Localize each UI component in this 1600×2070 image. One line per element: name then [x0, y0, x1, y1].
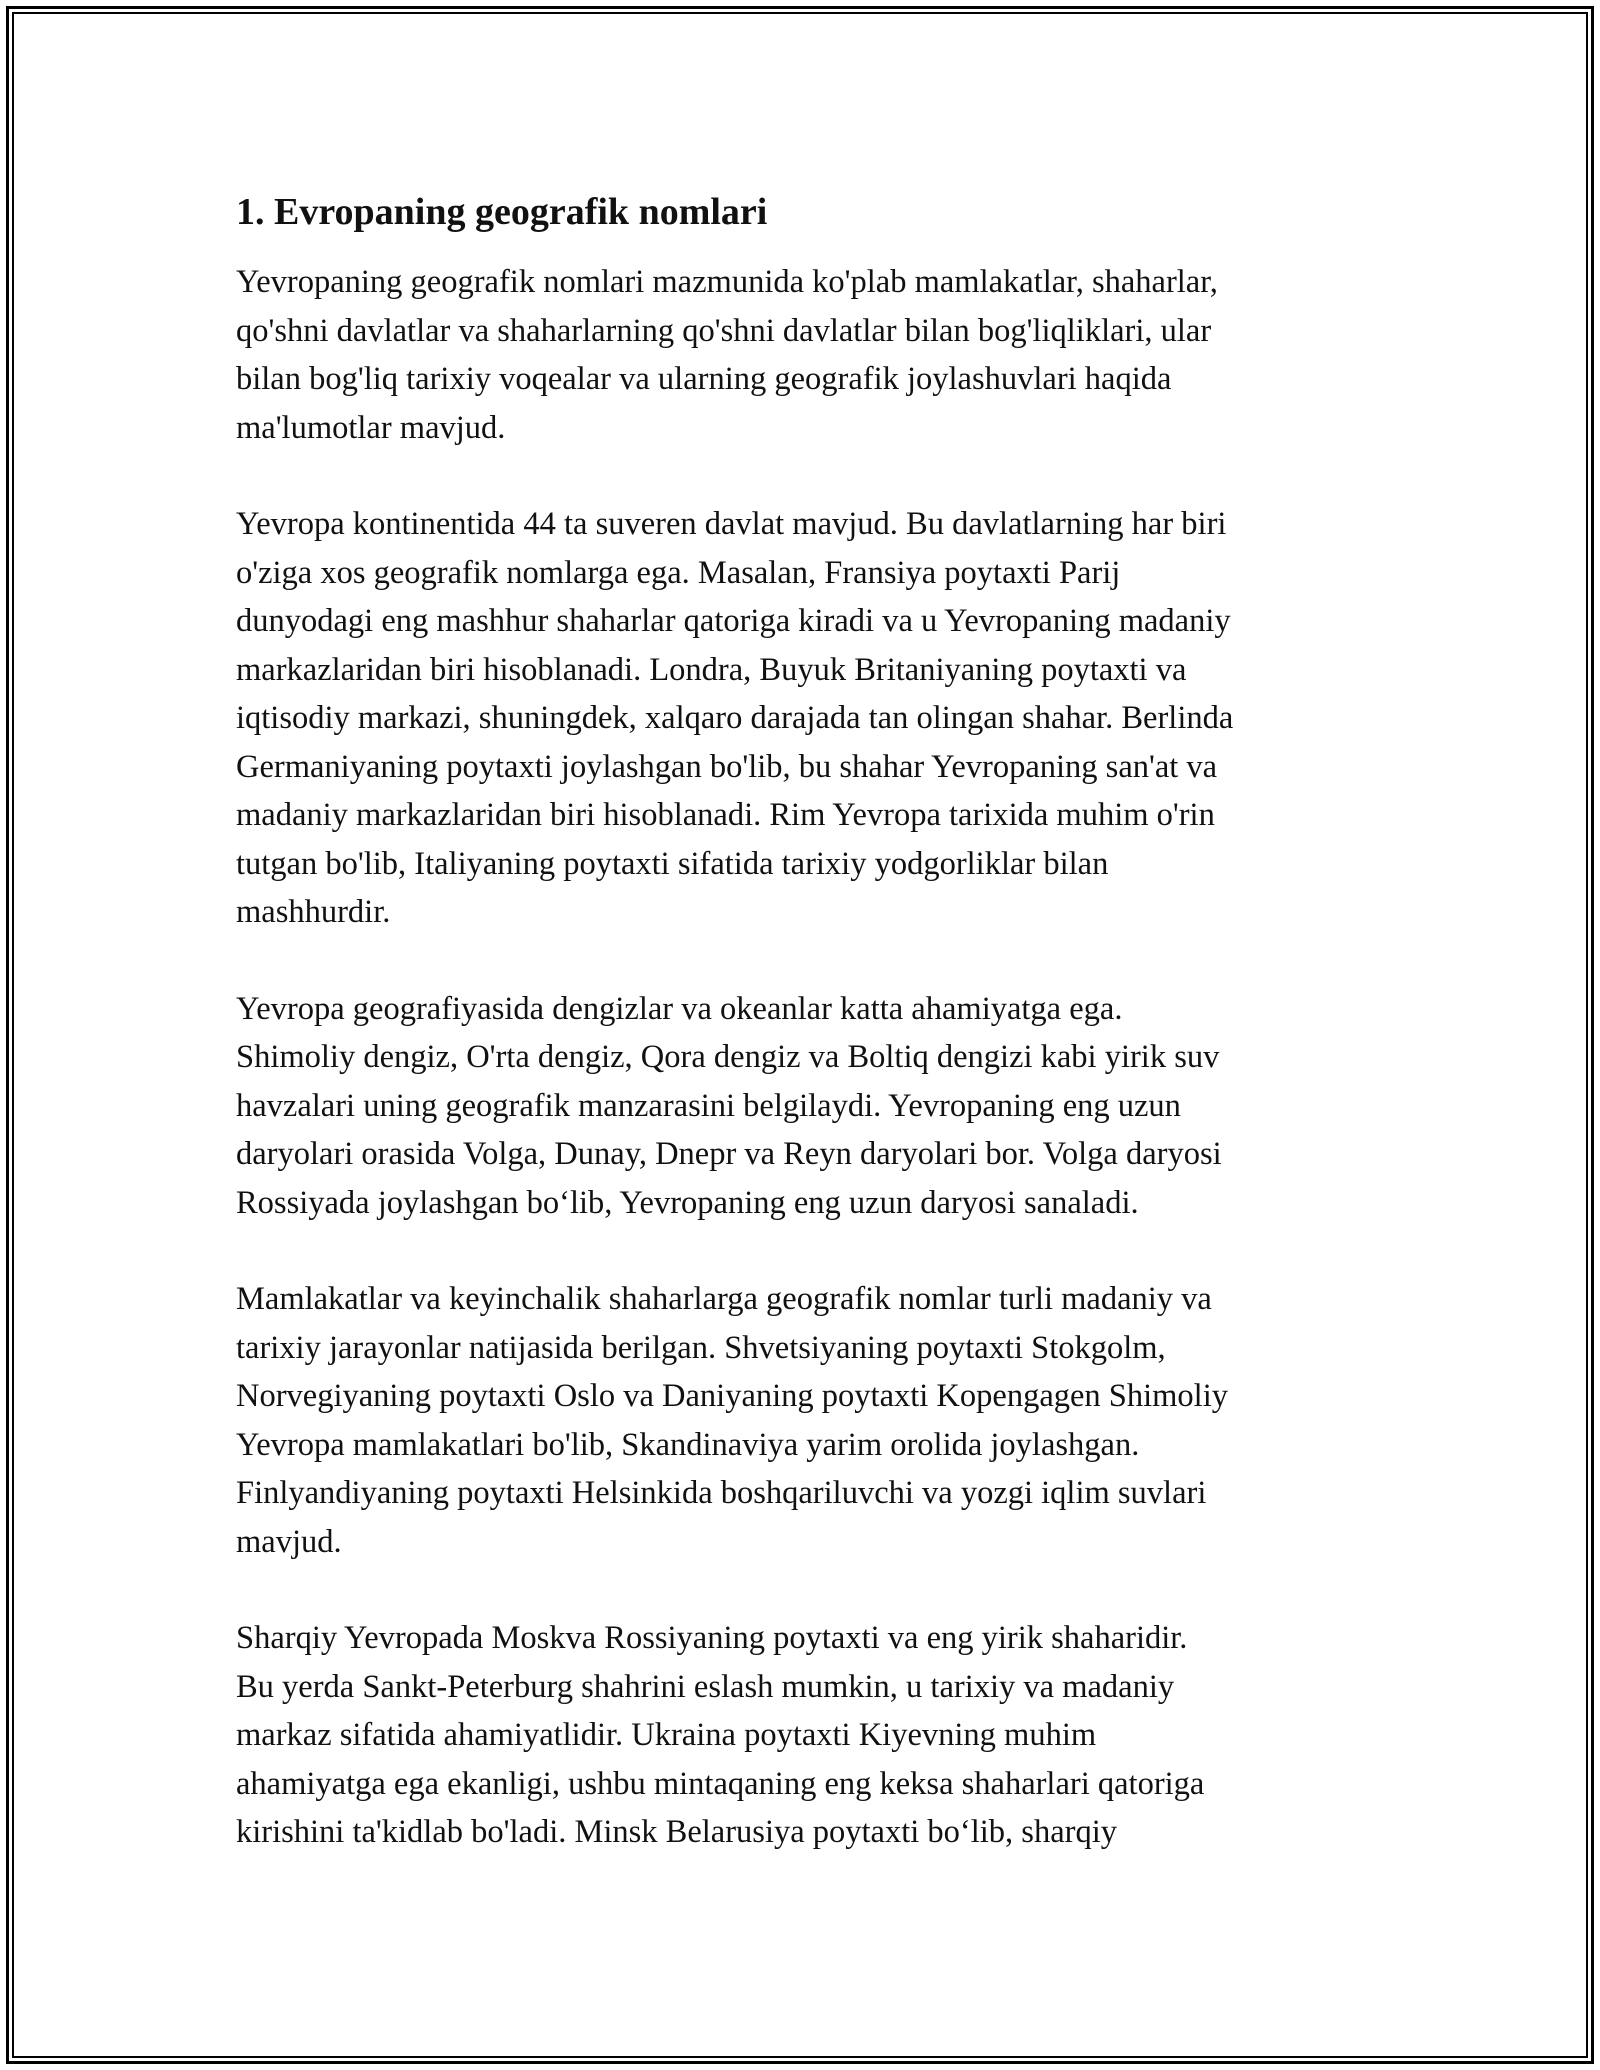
paragraph-line: Yevropa geografiyasida dengizlar va okeanlar katta ahamiyatga ega.: [236, 990, 1123, 1027]
paragraph-line: ahamiyatga ega ekanligi, ushbu mintaqaning eng keksa shaharlari qatoriga: [236, 1765, 1205, 1802]
document-body: [236, 188, 1386, 1905]
paragraph-line: Germaniyaning poytaxti joylashgan bo'lib, bu shahar Yevropaning san'at va: [236, 748, 1218, 785]
paragraph-line: tutgan bo'lib, Italiyaning poytaxti sifatida tarixiy yodgorliklar bilan: [236, 845, 1109, 882]
paragraph-line: bilan bog'liq tarixiy voqealar va ularning geografik joylashuvlari haqida: [236, 361, 1172, 397]
paragraph-2: [236, 500, 1386, 937]
paragraph-line: Norvegiyaning poytaxti Oslo va Daniyaning poytaxti Kopengagen Shimoliy: [236, 1378, 1228, 1414]
paragraph-line: Yevropa mamlakatlari bo'lib, Skandinaviya yarim orolida joylashgan.: [236, 1426, 1140, 1463]
paragraph-line: Rossiyada joylashgan bo‘lib, Yevropaning eng uzun daryosi sanaladi.: [236, 1184, 1139, 1221]
paragraph-line: tarixiy jarayonlar natijasida berilgan. Shvetsiyaning poytaxti Stokgolm,: [236, 1329, 1166, 1366]
paragraph-line: mavjud.: [236, 1523, 342, 1560]
paragraph-line: Sharqiy Yevropada Moskva Rossiyaning poytaxti va eng yirik shaharidir.: [236, 1620, 1188, 1656]
paragraph-line: kirishini ta'kidlab bo'ladi. Minsk Belarusiya poytaxti bo‘lib, sharqiy: [236, 1814, 1117, 1850]
paragraph-line: iqtisodiy markazi, shuningdek, xalqaro darajada tan olingan shahar. Berlinda: [236, 700, 1234, 736]
paragraph-line: dunyodagi eng mashhur shaharlar qatoriga kiradi va u Yevropaning madaniy: [236, 603, 1231, 639]
paragraph-line: mashhurdir.: [236, 894, 391, 930]
paragraph-line: markaz sifatida ahamiyatlidir. Ukraina poytaxti Kiyevning muhim: [236, 1717, 1097, 1753]
paragraph-line: Yevropa kontinentida 44 ta suveren davlat mavjud. Bu davlatlarning har biri: [236, 506, 1227, 542]
paragraph-5: [236, 1614, 1386, 1857]
paragraph-line: madaniy markazlaridan biri hisoblanadi. Rim Yevropa tarixida muhim o'rin: [236, 797, 1215, 833]
paragraph-line: markazlaridan biri hisoblanadi. Londra, Buyuk Britaniyaning poytaxti va: [236, 651, 1187, 688]
paragraph-1: [236, 258, 1386, 452]
paragraph-line: ma'lumotlar mavjud.: [236, 409, 506, 446]
paragraph-4: [236, 1275, 1386, 1566]
paragraph-line: o'ziga xos geografik nomlarga ega. Masalan, Fransiya poytaxti Parij: [236, 554, 1121, 591]
paragraph-line: Finlyandiyaning poytaxti Helsinkida boshqariluvchi va yozgi iqlim suvlari: [236, 1475, 1207, 1511]
paragraph-line: Shimoliy dengiz, O'rta dengiz, Qora dengiz va Boltiq dengizi kabi yirik suv: [236, 1039, 1220, 1075]
section-heading: 1. Evropaning geografik nomlari: [236, 191, 768, 233]
paragraph-3: [236, 985, 1386, 1228]
paragraph-line: Mamlakatlar va keyinchalik shaharlarga geografik nomlar turli madaniy va: [236, 1281, 1212, 1317]
paragraph-line: daryolari orasida Volga, Dunay, Dnepr va Reyn daryolari bor. Volga daryosi: [236, 1136, 1222, 1172]
paragraph-line: Bu yerda Sankt-Peterburg shahrini eslash mumkin, u tarixiy va madaniy: [236, 1668, 1175, 1705]
paragraph-line: havzalari uning geografik manzarasini belgilaydi. Yevropaning eng uzun: [236, 1087, 1181, 1124]
paragraph-line: qo'shni davlatlar va shaharlarning qo'shni davlatlar bilan bog'liqliklari, ular: [236, 312, 1212, 349]
paragraph-line: Yevropaning geografik nomlari mazmunida ko'plab mamlakatlar, shaharlar,: [236, 264, 1218, 300]
